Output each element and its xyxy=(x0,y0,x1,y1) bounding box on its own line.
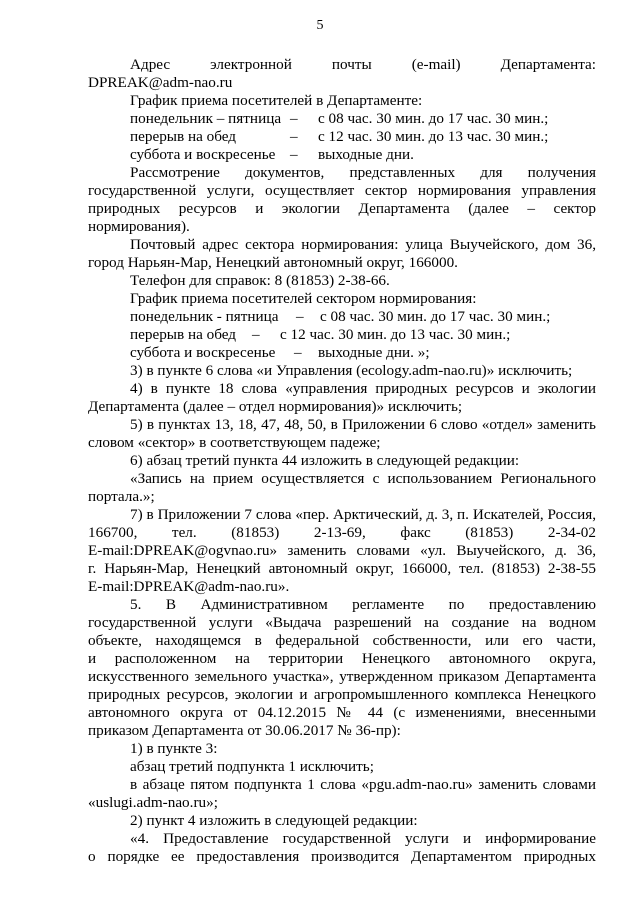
text-line: искусственного земельного участка», утвержденном приказом Департамента xyxy=(88,668,596,685)
schedule-time: выходные дни. »; xyxy=(318,344,430,361)
text-line: График приема посетителей в Департаменте: xyxy=(130,92,423,109)
page-number: 5 xyxy=(316,18,324,33)
text-line: автономного округа от 04.12.2015 № 44 (с изменениями, внесенными xyxy=(88,704,596,721)
text-line: Почтовый адрес сектора нормирования: улица Выучейского, дом 36, xyxy=(130,236,596,253)
text-line: 4) в пункте 18 слова «управления природных ресурсов и экологии xyxy=(130,380,596,397)
schedule-day: перерыв на обед xyxy=(130,128,237,145)
schedule-dash: – xyxy=(290,146,298,163)
text-line: абзац третий подпункта 1 исключить; xyxy=(130,758,374,775)
schedule-time: с 12 час. 30 мин. до 13 час. 30 мин.; xyxy=(318,128,549,145)
schedule-time: с 08 час. 30 мин. до 17 час. 30 мин.; xyxy=(320,308,551,325)
text-line: природных ресурсов, экологии и агропромышленного комплекса Ненецкого xyxy=(88,686,596,703)
text-line: «Запись на прием осуществляется с использованием Регионального xyxy=(130,470,596,487)
text-line: природных ресурсов и экологии Департамента (далее – сектор xyxy=(88,200,596,217)
schedule-dash: – xyxy=(294,344,302,361)
text-line: 166700, тел. (81853) 2-13-69, факс (81853) 2-34-02 xyxy=(88,524,596,541)
schedule-day: понедельник - пятница xyxy=(130,308,279,325)
text-line: E-mail:DPREAK@adm-nao.ru». xyxy=(88,578,290,595)
text-line: 3) в пункте 6 слова «и Управления (ecology.adm-nao.ru)» исключить; xyxy=(130,362,573,379)
schedule-dash: – xyxy=(252,326,260,343)
text-line: государственной услуги, осуществляет сектор нормирования управления xyxy=(88,182,596,199)
schedule-dash: – xyxy=(290,128,298,145)
text-line: в абзаце пятом подпункта 1 слова «pgu.adm-nao.ru» заменить словами xyxy=(130,776,596,793)
text-line: приказом Департамента от 30.06.2017 № 36-пр): xyxy=(88,722,401,739)
schedule-dash: – xyxy=(296,308,304,325)
text-line: о порядке ее предоставления производится Департаментом природных xyxy=(88,848,596,865)
schedule-day: перерыв на обед xyxy=(130,326,237,343)
text-line: 2) пункт 4 изложить в следующей редакции: xyxy=(130,812,418,829)
schedule-time: с 12 час. 30 мин. до 13 час. 30 мин.; xyxy=(280,326,511,343)
schedule-dash: – xyxy=(290,110,298,127)
text-line: «4. Предоставление государственной услуги и информирование xyxy=(130,830,596,847)
text-line: город Нарьян-Мар, Ненецкий автономный округ, 166000. xyxy=(88,254,458,271)
text-line: словом «сектор» в соответствующем падеже; xyxy=(88,434,381,451)
text-line: г. Нарьян-Мар, Ненецкий автономный округ, 166000, тел. (81853) 2-38-55 xyxy=(88,560,596,577)
schedule-day: суббота и воскресенье xyxy=(130,344,276,361)
text-line: 6) абзац третий пункта 44 изложить в следующей редакции: xyxy=(130,452,520,469)
text-line: портала.»; xyxy=(88,488,155,505)
text-line: нормирования). xyxy=(88,218,190,235)
schedule-time: выходные дни. xyxy=(318,146,414,163)
text-line: DPREAK@adm-nao.ru xyxy=(88,74,233,91)
text-line: Адрес электронной почты (e-mail) Департамента: xyxy=(130,56,596,73)
schedule-time: с 08 час. 30 мин. до 17 час. 30 мин.; xyxy=(318,110,549,127)
text-line: 7) в Приложении 7 слова «пер. Арктический, д. 3, п. Искателей, Россия, xyxy=(130,506,596,523)
text-line: государственной услуги «Выдача разрешений на создание на водном xyxy=(88,614,596,631)
text-line: График приема посетителей сектором нормирования: xyxy=(130,290,477,307)
text-line: «uslugi.adm-nao.ru»; xyxy=(88,794,218,811)
text-line: Департамента (далее – отдел нормирования)» исключить; xyxy=(88,398,463,415)
text-line: Рассмотрение документов, представленных для получения xyxy=(130,164,596,181)
text-line: и расположенном на территории Ненецкого автономного округа, xyxy=(88,650,596,667)
text-line: E-mail:DPREAK@ogvnao.ru» заменить словами «ул. Выучейского, д. 36, xyxy=(88,542,596,559)
text-line: 5) в пунктах 13, 18, 47, 48, 50, в Приложении 6 слово «отдел» заменить xyxy=(130,416,596,433)
schedule-day: понедельник – пятница xyxy=(130,110,282,127)
text-line: 1) в пункте 3: xyxy=(130,740,218,757)
text-line: объекте, находящемся в федеральной собственности, или его части, xyxy=(88,632,596,649)
text-line: 5. В Административном регламенте по предоставлению xyxy=(130,596,596,613)
schedule-day: суббота и воскресенье xyxy=(130,146,276,163)
text-line: Телефон для справок: 8 (81853) 2-38-66. xyxy=(130,272,390,289)
